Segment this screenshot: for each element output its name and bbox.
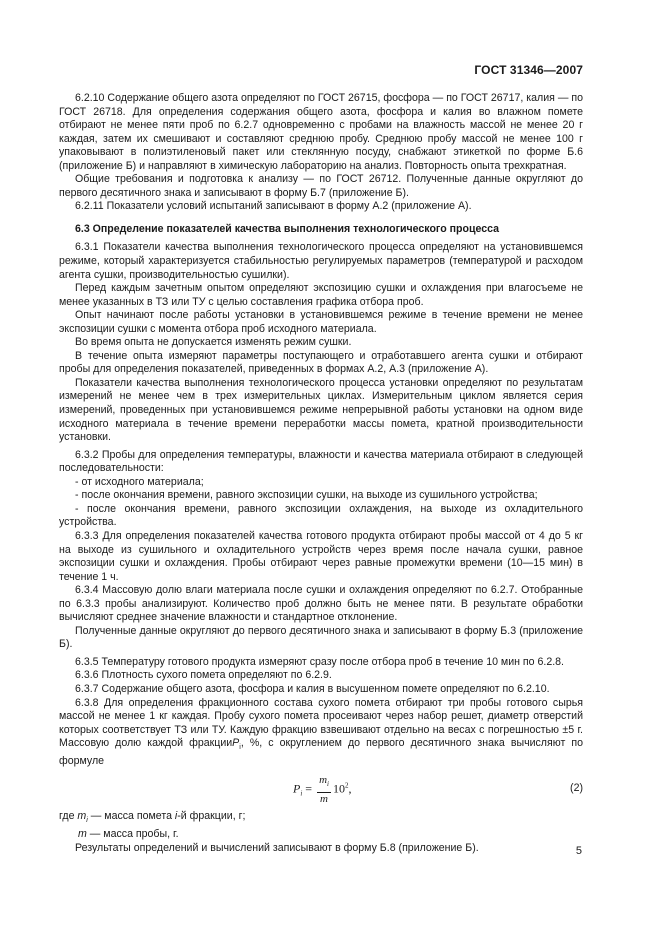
paragraph-6-3-4-b: Полученные данные округляют до первого десятичного знака и записывают в форму Б.3 (приложение Б). xyxy=(59,624,583,651)
paragraph-6-3-1-f: Показатели качества выполнения технологического процесса установки определяют по результатам измерений не менее чем в трех измерительных циклах. Измерительным циклом является серия измерений, проведенных при установившемся режиме непрерывной работы установки на одном виде исходного материала в течение времени переработки массы помета, кратной производительности установки. xyxy=(59,376,583,444)
paragraph-6-3-4: 6.3.4 Массовую долю влаги материала после сушки и охлаждения определяют по 6.2.7. Отобранные по 6.3.3 пробы анализируют. Количество проб должно быть не менее пяти. В результате обработки вычисляют среднее значение влажности и стандартное отклонение. xyxy=(59,584,583,624)
paragraph-6-2-10: 6.2.10 Содержание общего азота определяют по ГОСТ 26715, фосфора — по ГОСТ 26717, калия — по ГОСТ 26718. Для определения содержания общего азота, фосфора и калия во влажном помете отбирают не менее пяти проб по 6.2.7 одновременно с пробами на влажность массой не менее 20 г каждая, затем их смешивают и составляют среднюю пробу. Среднюю пробу массой не менее 100 г упаковывают в полиэтиленовый пакет или стеклянную посуду, снабжают этикеткой по форме Б.6 (приложение Б) и направляют в химическую лабораторию на анализ. Повторность опыта трехкратная. xyxy=(59,92,583,172)
paragraph-6-3-8-tail: , %, с округлением до первого десятичного знака вычисляют по формуле xyxy=(59,737,584,767)
paragraph-6-3-8 xyxy=(59,697,583,769)
paragraph-6-3-7: 6.3.7 Содержание общего азота, фосфора и калия в высушенном помете определяют по 6.2.10. xyxy=(75,682,550,695)
formula-equals: = xyxy=(305,781,313,796)
where-m-desc: — масса пробы, г. xyxy=(86,828,179,841)
paragraph-6-3-6: 6.3.6 Плотность сухого помета определяют по 6.2.9. xyxy=(75,669,332,682)
paragraph-6-3-1: 6.3.1 Показатели качества выполнения технологического процесса определяют на установившемся режиме, который характеризуется стабильностью регулируемых параметров (температурой и расходом агента сушки, производительностью сушилки). xyxy=(59,241,583,281)
where-mi-desc: — масса помета xyxy=(87,810,175,823)
where-mi-index: i xyxy=(86,817,88,825)
where-mi-italic: i xyxy=(174,810,178,823)
list-item: - после окончания времени, равного экспозиции сушки, на выходе из сушильного устройства; xyxy=(75,489,538,502)
page-body xyxy=(59,92,583,855)
formula-denominator: m xyxy=(320,792,328,805)
page-number: 5 xyxy=(575,845,582,857)
formula xyxy=(293,774,351,805)
list-item: - от исходного материала; xyxy=(75,475,204,488)
fraction-symbol: P xyxy=(232,737,240,750)
paragraph-6-3-1-d: Во время опыта не допускается изменять режим сушки. xyxy=(75,336,352,349)
paragraph-6-3-1-e: В течение опыта измеряют параметры поступающего и отработавшего агента сушки и отбирают пробы для определения показателей, приведенных в формах А.2, А.3 (приложение А). xyxy=(59,349,583,376)
paragraph-6-3-3: 6.3.3 Для определения показателей качества готового продукта отбирают пробы массой от 4 до 5 кг на выходе из сушильного и охладительного устройств через время после начала сушки, равное экспозиции сушки и охлаждения. Пробы отбирают через равные промежутки времени (10—15 мин) в течение 1 ч. xyxy=(59,529,583,583)
paragraph-6-3-1-c: Опыт начинают после работы установки в установившемся режиме в течение времени не менее экспозиции сушки с момента отбора проб исходного материала. xyxy=(59,309,583,335)
formula-comma: , xyxy=(348,781,352,796)
fraction-index: i xyxy=(239,744,241,752)
where-m-symbol: m xyxy=(78,828,87,841)
formula-factor: 10 xyxy=(332,781,345,796)
paragraph-6-2-11: 6.2.11 Показатели условий испытаний записывают в форму А.2 (приложение А). xyxy=(75,200,472,213)
list-item: - после окончания времени, равного экспозиции охлаждения, на выходе из охладительного устройства. xyxy=(59,502,583,529)
paragraph-6-3-1-b: Перед каждым зачетным опытом определяют экспозицию сушки и охлаждения при влагосъеме не менее указанных в ТЗ или ТУ с целью составления графика отбора проб. xyxy=(59,282,583,308)
paragraph-6-3-2: 6.3.2 Пробы для определения температуры, влажности и качества материала отбирают в следующей последовательности: xyxy=(59,448,583,475)
where-clause-mi xyxy=(59,810,583,828)
where-lead: где xyxy=(59,810,75,823)
formula-numerator xyxy=(317,774,331,792)
paragraph-6-3-8-text: 6.3.8 Для определения фракционного состава сухого помета отбирают три пробы готового сырья массой не менее 1 кг каждая. Пробу сухого помета просеивают через набор решет, диаметр отверстий которых соответствует ТЗ или ТУ. Каждую фракцию взвешивают отдельно на весах с погрешностью ±5 г. Массовую долю каждой фракции xyxy=(59,696,583,750)
section-heading-6-3: 6.3 Определение показателей качества выполнения технологического процесса xyxy=(75,222,500,235)
formula-exponent: 2 xyxy=(344,781,349,790)
equation-number: (2) xyxy=(570,782,583,795)
paragraph-results: Результаты определений и вычислений записывают в форму Б.8 (приложение Б). xyxy=(75,841,479,854)
formula-block xyxy=(59,774,583,808)
where-clause-m xyxy=(59,828,583,842)
formula-num-symbol: m xyxy=(319,774,328,787)
paragraph-6-3-5: 6.3.5 Температуру готового продукта измеряют сразу после отбора проб в течение 10 мин по 6.2.8. xyxy=(75,655,564,668)
where-mi-symbol: m xyxy=(77,810,87,823)
document-header: ГОСТ 31346—2007 xyxy=(474,63,583,77)
formula-lhs-index: i xyxy=(300,790,303,799)
paragraph-6-2-10-general: Общие требования и подготовка к анализу — по ГОСТ 26712. Полученные данные округляют до первого десятичного знака и записывают в форму Б.7 (приложение Б). xyxy=(59,173,583,199)
formula-num-index: i xyxy=(327,780,329,789)
where-mi-desc-2: -й фракции, г; xyxy=(177,810,246,823)
formula-fraction xyxy=(317,774,331,805)
formula-lhs: P xyxy=(293,781,301,796)
